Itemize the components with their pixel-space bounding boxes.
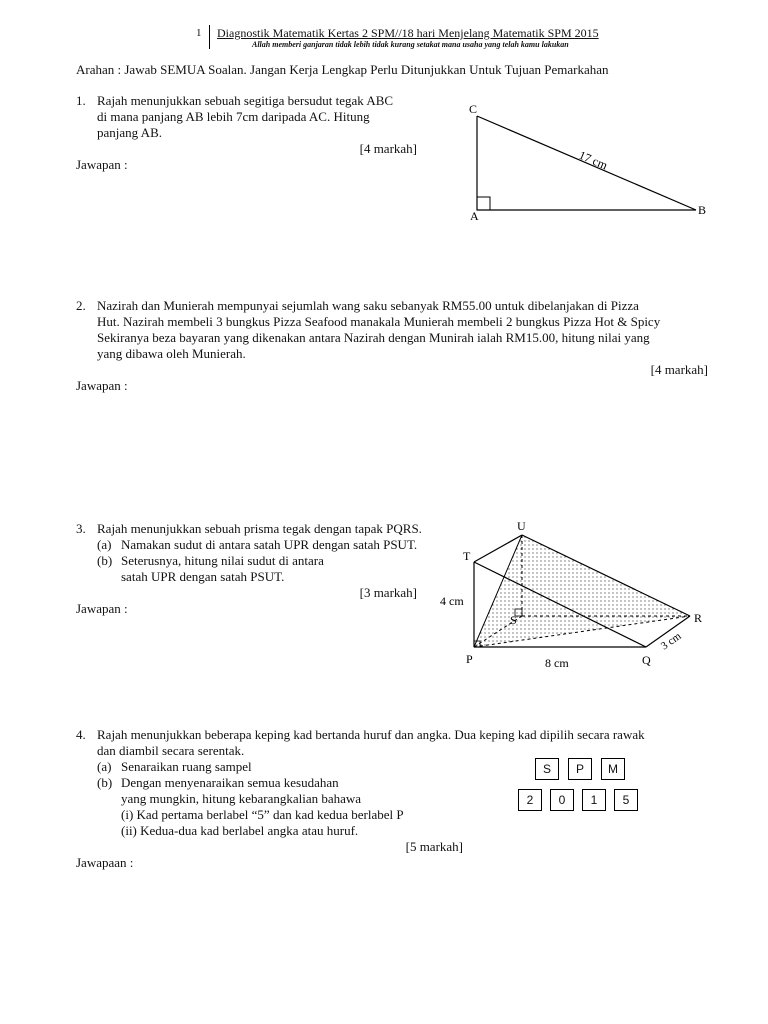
q2-number: 2. <box>76 298 86 313</box>
hypotenuse-label: 17 cm <box>576 147 610 173</box>
q3-marks: [3 markah] <box>359 585 417 600</box>
q3-number: 3. <box>76 521 86 536</box>
header-motto: Allah memberi ganjaran tidak lebih tidak kurang setakat mana usaha yang telah kamu lakukan <box>252 40 569 49</box>
q1-line-2: di mana panjang AB lebih 7cm daripada AC. Hitung <box>97 109 370 124</box>
base-label: 8 cm <box>545 656 569 670</box>
vertex-r: R <box>694 611 703 625</box>
instruction-text: Arahan : Jawab SEMUA Soalan. Jangan Kerja Lengkap Perlu Ditunjukkan Untuk Tujuan Pemarkahan <box>76 62 609 77</box>
vertex-s: S <box>510 613 517 627</box>
q2-answer-label: Jawapan : <box>76 378 128 393</box>
q3-line-1: Rajah menunjukkan sebuah prisma tegak dengan tapak PQRS. <box>97 521 422 536</box>
q4-a-text: Senaraikan ruang sampel <box>121 759 252 774</box>
q1-line-1: Rajah menunjukkan sebuah segitiga bersudut tegak ABC <box>97 93 394 108</box>
q4-number: 4. <box>76 727 86 742</box>
vertex-u: U <box>517 519 526 533</box>
q2-line-1: Nazirah dan Munierah mempunyai sejumlah wang saku sebanyak RM55.00 untuk dibelanjakan di Pizza <box>97 298 639 313</box>
card-1: 1 <box>582 789 606 811</box>
q4-b-text-2: yang mungkin, hitung kebarangkalian bahawa <box>121 791 362 806</box>
card-2: 2 <box>518 789 542 811</box>
q4-b-text-1: Dengan menyenaraikan semua kesudahan <box>121 775 339 790</box>
card-s: S <box>535 758 559 780</box>
right-angle-mark <box>477 197 490 210</box>
vertex-b: B <box>698 203 707 217</box>
q3-answer-label: Jawapan : <box>76 601 128 616</box>
q4-b-ii: (ii) Kedua-dua kad berlabel angka atau huruf. <box>121 823 359 838</box>
card-5: 5 <box>614 789 638 811</box>
q4-b-i: (i) Kad pertama berlabel “5” dan kad kedua berlabel P <box>121 807 404 822</box>
q1-line-3: panjang AB. <box>97 125 162 140</box>
shaded-plane-upr <box>474 535 690 647</box>
q1-number: 1. <box>76 93 86 108</box>
q4-marks: [5 markah] <box>405 839 463 854</box>
vertex-t: T <box>463 549 471 563</box>
q2-line-4: yang dibawa oleh Munierah. <box>97 346 246 361</box>
document-title: Diagnostik Matematik Kertas 2 SPM//18 hari Menjelang Matematik SPM 2015 <box>217 26 599 40</box>
q2-line-2: Hut. Nazirah membeli 3 bungkus Pizza Seafood manakala Munierah membeli 2 bungkus Pizza Hot & Spicy <box>97 314 661 329</box>
q4-line-1: Rajah menunjukkan beberapa keping kad bertanda huruf dan angka. Dua keping kad dipilih secara rawak <box>97 727 645 742</box>
q4-answer-label: Jawapaan : <box>76 855 134 870</box>
q4-a-label: (a) <box>97 759 112 774</box>
q4-b-label: (b) <box>97 775 113 790</box>
q3-prism-diagram <box>436 516 716 676</box>
depth-label: 3 cm <box>658 630 684 653</box>
page-number: 1 <box>196 27 202 39</box>
vertex-c: C <box>469 102 478 116</box>
vertex-p: P <box>466 652 473 666</box>
q1-answer-label: Jawapan : <box>76 157 128 172</box>
q3-a-text: Namakan sudut di antara satah UPR dengan satah PSUT. <box>121 537 418 552</box>
height-label: 4 cm <box>440 594 464 608</box>
q2-line-3: Sekiranya beza bayaran yang dikenakan antara Nazirah dengan Munirah ialah RM15.00, hitung nilai yang <box>97 330 650 345</box>
header-divider <box>209 25 210 49</box>
q3-b-text-1: Seterusnya, hitung nilai sudut di antara <box>121 553 324 568</box>
q1-marks: [4 markah] <box>359 141 417 156</box>
card-m: M <box>601 758 625 780</box>
vertex-q: Q <box>642 653 651 667</box>
q3-b-label: (b) <box>97 553 113 568</box>
q3-a-label: (a) <box>97 537 112 552</box>
q1-triangle-diagram <box>460 96 720 226</box>
card-p: P <box>568 758 592 780</box>
q4-line-2: dan diambil secara serentak. <box>97 743 245 758</box>
vertex-a: A <box>470 209 479 223</box>
q2-marks: [4 markah] <box>650 362 708 377</box>
q3-b-text-2: satah UPR dengan satah PSUT. <box>121 569 285 584</box>
card-0: 0 <box>550 789 574 811</box>
